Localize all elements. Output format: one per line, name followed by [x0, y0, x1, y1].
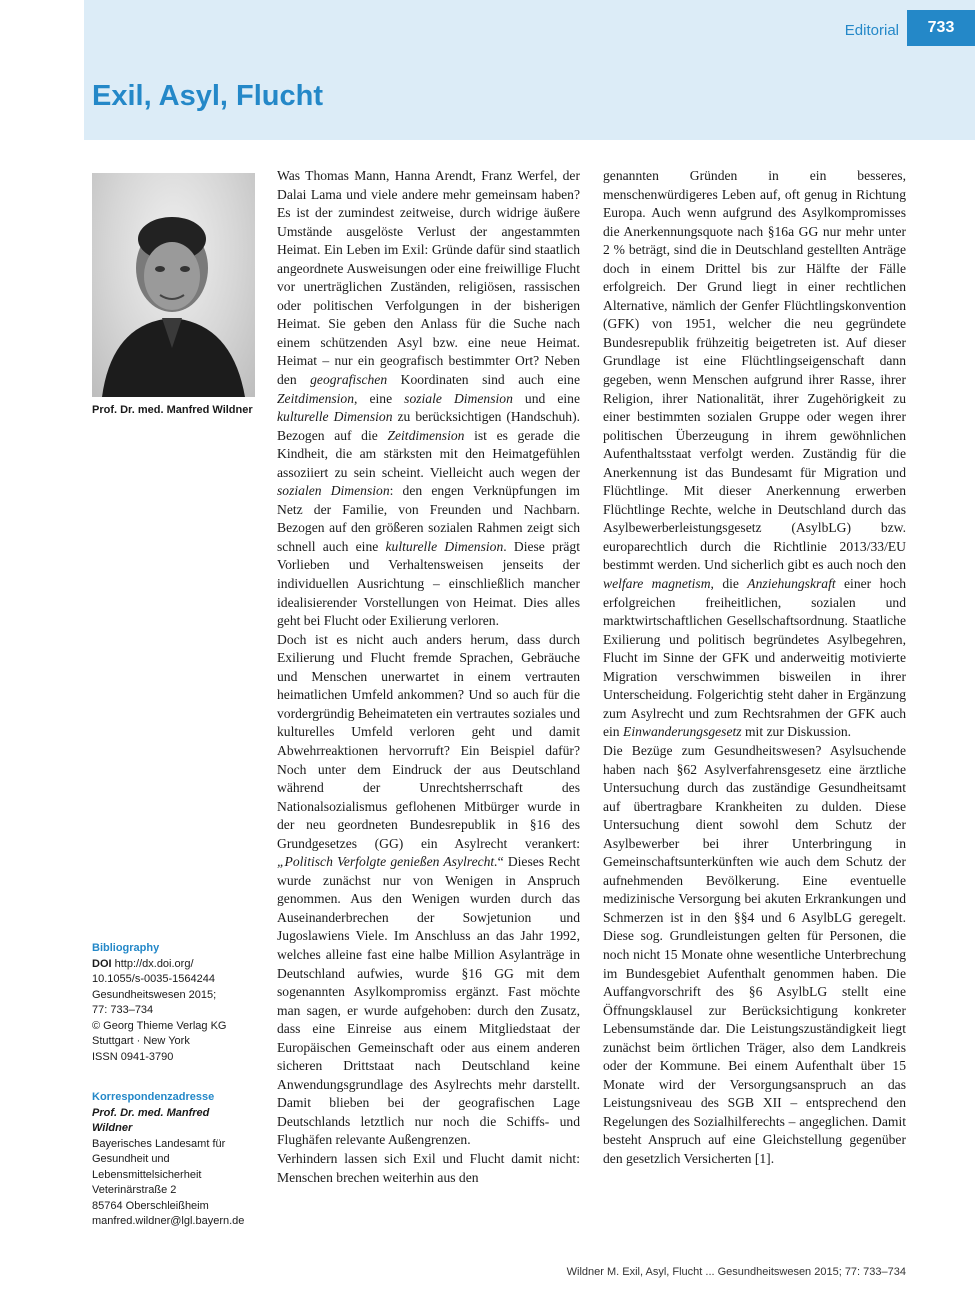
- journal-citation: Gesundheitswesen 2015;: [92, 988, 217, 1001]
- paragraph-3: genannten Gründen in ein besseres, menschenwürdigeres Leben auf, oft genug in Richtung Europa. Auch wenn aufgrund des Asylkompromisses die Anerkennungsquote nach §16a GG nur mehr unter 2 % beträgt, sind die in Deutschland gestellten Anträge doch in einem Drittel bis zur Hälfte der Fälle erfolgreich. Der Grund liegt in einer rechtlichen Alternative, nämlich der Genfer Flüchtlingskonvention (GFK) von 1951, welcher die neu gegründete Bundesrepublik frühzeitig beigetreten ist. Auf dieser Grundlage ist eine Flüchtlingseigenschaft dann gegeben, wenn Menschen aufgrund ihrer Rasse, ihrer Religion, ihrer Nationalität, ihrer Zugehörigkeit zu einer bestimmten sozialen Gruppe oder wegen ihrer politischen Überzeugung in ihrem gewöhnlichen Aufenthaltsstaat verfolgt werden. Zuständig für die Anerkennung ist das Bundesamt für Migration und Flüchtlinge. Mit dieser Anerkennung erwerben Flüchtlinge Rechte, welche in Deutschland durch das Asylbewerberleistungsgesetz (AsylbLG) bzw. europarechtlich durch die Richtlinie 2013/33/EU bestimmt werden. Und sicherlich gibt es auch noch den welfare magnetism, die Anziehungskraft einer hoch erfolgreichen freiheitlichen, sozialen und marktwirtschaftlichen Gesellschaftsordnung. Staatliche Exilierung und politisch begründetes Asylbegehren, Flucht im Sinne der GFK und anderweitig motivierte Migration verschwimmen bisweilen in ihrer Unterscheidung. Folgerichtig steht daher in Ergänzung zum Asylrecht und zum Rechtsrahmen der GFK auch ein Einwanderungsgesetz mit zur Diskussion.: [603, 168, 906, 740]
- journal-pages: 77: 733–734: [92, 1004, 154, 1016]
- paragraph-3-start: Verhindern lassen sich Exil und Flucht damit nicht: Menschen brechen weiterhin aus den: [277, 1150, 580, 1185]
- publisher-place: Stuttgart · New York: [92, 1035, 190, 1047]
- section-label: Editorial: [844, 22, 899, 39]
- copyright-line: © Georg Thieme Verlag KG: [92, 1019, 227, 1032]
- paragraph-1: Was Thomas Mann, Hanna Arendt, Franz Werfel, der Dalai Lama und viele andere mehr gemeinsam haben? Es ist der zumindest zeitweise, durch widrige äußere Umstände ausgelöste Verlust der angestammten Heimat. Ein Leben im Exil: Gründe dafür sind staatlich angeordnete Ausweisungen oder eine freiwillige Flucht vor unerträglichen Zuständen, religiösen, rassischen oder politischen Verfolgungen in der bisherigen Heimat. Sie geben den Anlass für die Suche nach einem schützenden Asyl bzw. eine neue Heimat. Heimat – nur ein geografisch bestimmter Ort? Neben den geografischen Koordinaten sind auch eine Zeitdimension, eine soziale Dimension und eine kulturelle Dimension zu berücksichtigen (Handschuh). Bezogen auf die Zeitdimension ist es gerade die Kindheit, die am stärksten mit den Heimatgefühlen assoziiert zu sein scheint. Vielleicht auch wegen der sozialen Dimension: den engen Verknüpfungen im Netz der Familie, von Freunden und Nachbarn. Bezogen auf den größeren sozialen Rahmen zeigt sich schnell auch eine kulturelle Dimension. Diese prägt Vorlieben und Verhaltensweisen jenseits der individuellen Ausrichtung – einschließlich mancher idealisierender Vorstellungen von Heimat. Dies alles geht bei Flucht oder Exilierung verloren.: [277, 168, 581, 629]
- footer-citation: Wildner M. Exil, Asyl, Flucht ... Gesundheitswesen 2015; 77: 733–734: [566, 1266, 906, 1278]
- body-column-2: [603, 167, 906, 1169]
- portrait-image: [92, 173, 255, 397]
- correspondent-name-line1: Prof. Dr. med. Manfred: [92, 1106, 210, 1119]
- correspondence-block: [92, 1090, 262, 1230]
- correspondence-heading: Korrespondenzadresse: [92, 1091, 215, 1103]
- doi-link[interactable]: http://dx.doi.org/: [114, 957, 194, 970]
- org-line1: Bayerisches Landesamt für: [92, 1137, 226, 1150]
- paragraph-4: Die Bezüge zum Gesundheitswesen? Asylsuchende haben nach §62 Asylverfahrensgesetz eine ärztliche Untersuchung durch das zuständige Gesundheitsamt auf übertragbare Krankheiten zu dulden. Diese Untersuchung dient sowohl dem Schutz der Asylbewerber bei ihrer Unterbringung in Gemeinschaftsunterkünften wie auch dem Schutz der aufnehmenden Bevölkerung. Eine eventuelle medizinische Versorgung bei akuten Erkrankungen und Schmerzen ist in den §§4 und 6 AsylbLG geregelt. Diese sog. Grundleistungen gelten für Personen, die noch nicht 15 Monate ohne wesentliche Unterbrechung im Bundesgebiet Aufenthalt genommen haben. Die Auffangvorschrift des §6 AsylbLG stellt eine Öffnungsklausel zur Berücksichtigung konkreter Lebensumstände dar. Die Leistungszuständigkeit liegt zunächst beim örtlichen Träger, also dem Landkreis oder der Kommune. Bei einem Aufenthalt über 15 Monate wird der Versorgungsanspruch an das Leistungsniveau des SGB XII – entsprechend den Regelungen des Sozialhilferechts – angeglichen. Damit besteht Anspruch auf eine Gleichstellung gegenüber den gesetzlich Versicherten [1].: [603, 742, 906, 1166]
- page-number-badge: 733: [907, 10, 975, 46]
- body-column-1: [277, 167, 580, 1187]
- header-band: [84, 0, 975, 140]
- doi-value[interactable]: 10.1055/s-0035-1564244: [92, 973, 215, 985]
- bibliography-block: [92, 941, 262, 1065]
- photo-caption: Prof. Dr. med. Manfred Wildner: [92, 404, 253, 416]
- city-address: 85764 Oberschleißheim: [92, 1199, 209, 1212]
- issn-line: ISSN 0941-3790: [92, 1050, 174, 1063]
- author-photo: [92, 173, 255, 397]
- org-line2: Gesundheit und: [92, 1153, 170, 1165]
- article-title: Exil, Asyl, Flucht: [92, 80, 323, 112]
- street-address: Veterinärstraße 2: [92, 1184, 177, 1196]
- correspondent-name-line2: Wildner: [92, 1122, 133, 1134]
- org-line3: Lebensmittelsicherheit: [92, 1168, 202, 1181]
- email-link[interactable]: manfred.wildner@lgl.bayern.de: [92, 1215, 245, 1227]
- paragraph-2: Doch ist es nicht auch anders herum, dass durch Exilierung und Flucht fremde Sprachen, Gebräuche und Menschen unerwartet in einem vertrauten heimatlichen Umfeld ankommen? Und so auch für die vordergründig Beheimateten ein vertrautes soziales und kulturelles Umfeld verloren geht und damit Abwehrreaktionen hervorruft? Ein Beispiel dafür? Noch unter dem Eindruck der aus Deutschland während der Unrechtsherrschaft des Nationalsozialismus geflohenen Mitbürger wurde in der neu geordneten Bundesrepublik in §16 des Grundgesetzes (GG) ein Asylrecht verankert: „Politisch Verfolgte genießen Asylrecht.“ Dieses Recht wurde zunächst nur von Wenigen in Anspruch genommen. Aus den Wenigen wurden durch das Auseinanderbrechen der Sowjetunion und Jugoslawiens Viele. Im Anschluss an das Jahr 1992, welches alleine fast eine halbe Million Asylanträge in Deutschland aufwies, wurde §16 GG mit dem sogenannten Asylkompromiss ergänzt. Fast möchte man sagen, er wurde aufgehoben: durch den Zusatz, dass eine Einreise aus einem Mitgliedstaat der Europäischen Gemeinschaft oder aus einem anderen sicheren Drittstaat nach Deutschland keine Anwendungsgrundlage des Asylrechts mehr darstellt. Damit blieben bei der geografischen Lage Deutschlands letztlich nur noch die Schiffs- und Flughäfen relevante Außengrenzen.: [277, 631, 580, 1148]
- doi-label: DOI: [92, 957, 112, 970]
- bibliography-heading: Bibliography: [92, 942, 160, 954]
